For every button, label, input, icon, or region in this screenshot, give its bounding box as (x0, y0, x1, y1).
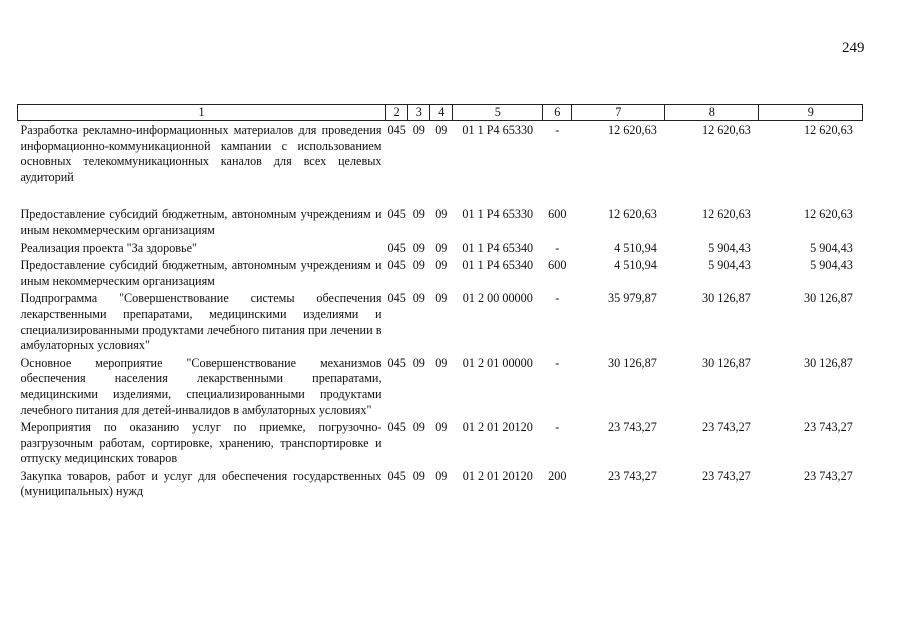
table-row (18, 467, 863, 500)
cell-col3: 09 (412, 240, 425, 255)
cell-col7: 30 126,87 (608, 355, 657, 370)
cell-col6: - (555, 420, 560, 435)
cell-col7: 4 510,94 (614, 258, 657, 273)
cell-col2: 045 (387, 355, 406, 370)
cell-col3: 09 (412, 420, 425, 435)
header-cell: 2 (386, 105, 408, 121)
budget-table (17, 104, 863, 500)
cell-col8: 23 743,27 (702, 420, 751, 435)
cell-col5: 01 2 00 00000 (462, 291, 533, 306)
cell-col8: 30 126,87 (702, 291, 751, 306)
cell-col9: 23 743,27 (804, 468, 853, 483)
cell-col4: 09 (435, 355, 448, 370)
cell-col5: 01 2 01 00000 (462, 355, 533, 370)
table-row (18, 289, 863, 353)
cell-col4: 09 (435, 123, 448, 137)
cell-col3: 09 (412, 468, 425, 483)
cell-col2: 045 (387, 207, 406, 222)
cell-col7: 23 743,27 (608, 468, 657, 483)
cell-col3: 09 (412, 207, 425, 222)
cell-col8: 12 620,63 (702, 123, 751, 137)
cell-col6: - (555, 240, 560, 255)
cell-col4: 09 (435, 468, 448, 483)
cell-col9: 12 620,63 (804, 207, 853, 222)
header-row (18, 105, 863, 121)
cell-col6: 200 (548, 468, 567, 483)
header-cell: 3 (408, 105, 430, 121)
cell-col6: - (555, 291, 560, 306)
cell-col3: 09 (412, 123, 425, 137)
header-cell: 4 (430, 105, 453, 121)
cell-col5: 01 1 Р4 65340 (462, 240, 534, 255)
cell-col2: 045 (387, 258, 406, 273)
cell-col7: 12 620,63 (608, 123, 657, 137)
header-cell: 1 (18, 105, 386, 121)
cell-col2: 045 (387, 420, 406, 435)
cell-col5: 01 1 Р4 65330 (462, 123, 534, 137)
cell-col8: 23 743,27 (702, 468, 751, 483)
cell-col5: 01 1 Р4 65330 (462, 207, 534, 222)
row-name: Мероприятия по оказанию услуг по приемке, погрузочно-разгрузочным работам, сортировке, хранению, транспортировке и отпуску медицинских товаров (20, 420, 382, 466)
cell-col9: 5 904,43 (810, 258, 853, 273)
table-row (18, 239, 863, 257)
spacer-row (18, 185, 863, 205)
cell-col9: 30 126,87 (804, 291, 853, 306)
cell-col5: 01 1 Р4 65340 (462, 258, 534, 273)
cell-col8: 12 620,63 (702, 207, 751, 222)
cell-col9: 23 743,27 (804, 420, 853, 435)
cell-col2: 045 (387, 240, 406, 255)
cell-col7: 4 510,94 (614, 240, 657, 255)
cell-col4: 09 (435, 240, 448, 255)
cell-col5: 01 2 01 20120 (462, 468, 533, 483)
cell-col9: 5 904,43 (810, 240, 853, 255)
cell-col8: 30 126,87 (702, 355, 751, 370)
table-row (18, 205, 863, 238)
header-cell: 5 (453, 105, 543, 121)
cell-col4: 09 (435, 291, 448, 306)
cell-col7: 12 620,63 (608, 207, 657, 222)
table-row (18, 256, 863, 289)
cell-col6: - (555, 355, 560, 370)
cell-col9: 30 126,87 (804, 355, 853, 370)
row-name: Разработка рекламно-информационных материалов для проведения информационно-коммуникационной кампании с использованием основных телекоммуникационных каналов для всех целевых аудиторий (20, 123, 382, 184)
cell-col3: 09 (412, 355, 425, 370)
cell-col4: 09 (435, 258, 448, 273)
cell-col6: 600 (548, 258, 567, 273)
cell-col4: 09 (435, 207, 448, 222)
cell-col2: 045 (387, 291, 406, 306)
cell-col4: 09 (435, 420, 448, 435)
header-cell: 9 (759, 105, 863, 121)
table-row (18, 418, 863, 467)
spacer-cell (18, 185, 863, 205)
cell-col2: 045 (387, 468, 406, 483)
cell-col9: 12 620,63 (804, 123, 853, 137)
row-name: Реализация проекта "За здоровье" (20, 240, 197, 255)
row-name: Основное мероприятие "Совершенствование механизмов обеспечения населения лекарственными препаратами, медицинскими изделиями, специализированными продуктами лечебного питания для детей-инвалидов в амбулаторных условиях" (20, 355, 382, 417)
cell-col5: 01 2 01 20120 (462, 420, 533, 435)
row-name: Предоставление субсидий бюджетным, автономным учреждениям и иным некоммерческим организациям (20, 207, 382, 237)
row-name: Предоставление субсидий бюджетным, автономным учреждениям и иным некоммерческим организациям (20, 258, 382, 288)
row-name: Закупка товаров, работ и услуг для обеспечения государственных (муниципальных) нужд (20, 468, 382, 499)
cell-col8: 5 904,43 (708, 258, 751, 273)
page-number: 249 (842, 40, 865, 56)
cell-col6: 600 (548, 207, 567, 222)
cell-col3: 09 (412, 291, 425, 306)
cell-col7: 35 979,87 (608, 291, 657, 306)
cell-col3: 09 (412, 258, 425, 273)
cell-col8: 5 904,43 (708, 240, 751, 255)
cell-col2: 045 (387, 123, 406, 137)
table-row (18, 121, 863, 186)
row-name: Подпрограмма "Совершенствование системы обеспечения лекарственными препаратами, медицинскими изделиями и специализированными продуктами лечебного питания при лечении в амбулаторных условиях" (20, 291, 382, 353)
header-cell: 8 (665, 105, 759, 121)
cell-col7: 23 743,27 (608, 420, 657, 435)
cell-col6: - (555, 123, 560, 137)
header-cell: 6 (543, 105, 572, 121)
table-row (18, 354, 863, 418)
header-cell: 7 (572, 105, 665, 121)
